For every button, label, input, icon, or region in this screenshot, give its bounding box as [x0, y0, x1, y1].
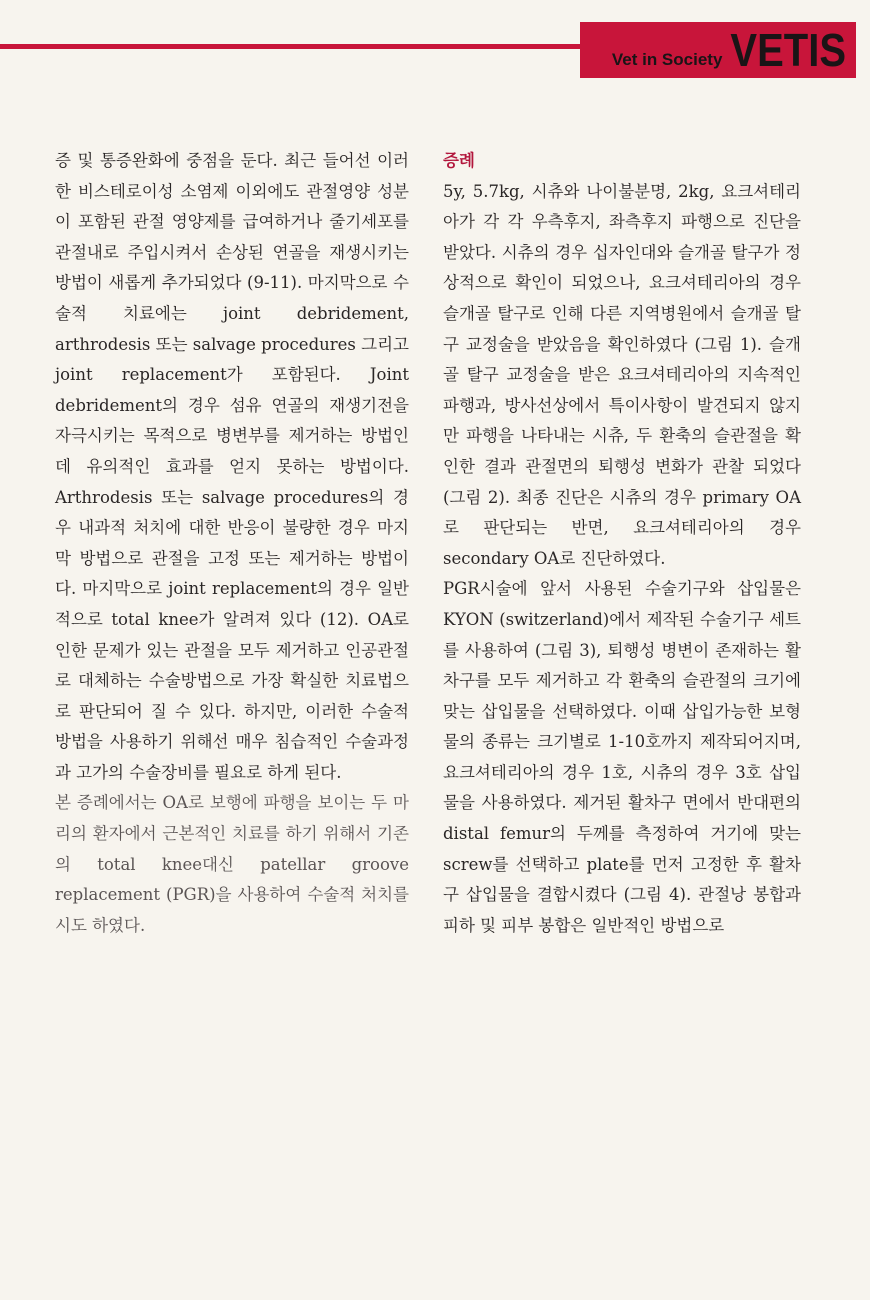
paragraph: PGR시술에 앞서 사용된 수술기구와 삽입물은 KYON (switzerland)에서 제작된 수술기구 세트를 사용하여 (그림 3), 퇴행성 병변이 존재하는 활차구를 모두 제거하고 각 환축의 슬관절의 크기에 맞는 삽입물을 선택하였다. 이때 삽입가능한 보형물의 종류는 크기별로 1-10호까지 제작되어지며, 요크셔테리아의 경우 1호, 시츄의 경우 3호 삽입물을 사용하였다. 제거된 활차구 면에서 반대편의 distal femur의 두께를 측정하여 거기에 맞는 screw를 선택하고 plate를 먼저 고정한 후 활차구 삽입물을 결합시켰다 (그림 4). 관절낭 봉합과 피하 및 피부 봉합은 일반적인 방법으로: [443, 579, 801, 935]
section-heading: 증례: [443, 151, 475, 170]
right-column: [443, 146, 801, 941]
paragraph: 5y, 5.7kg, 시츄와 나이불분명, 2kg, 요크셔테리아가 각 각 우측후지, 좌측후지 파행으로 진단을 받았다. 시츄의 경우 십자인대와 슬개골 탈구가 정상적으로 확인이 되었으나, 요크셔테리아의 경우 슬개골 탈구로 인해 다른 지역병원에서 슬개골 탈구 교정술을 받았음을 확인하였다 (그림 1). 슬개골 탈구 교정술을 받은 요크셔테리아의 지속적인 파행과, 방사선상에서 특이사항이 발견되지 않지만 파행을 나타내는 시츄, 두 환축의 슬관절을 확인한 결과 관절면의 퇴행성 변화가 관찰 되었다 (그림 2). 최종 진단은 시츄의 경우 primary OA로 판단되는 반면, 요크셔테리아의 경우 secondary OA로 진단하였다.: [443, 181, 801, 568]
header-subtitle: Vet in Society: [611, 50, 723, 69]
left-column: [55, 146, 409, 941]
header-logo: VETIS: [730, 25, 846, 77]
paragraph: 증 및 통증완화에 중점을 둔다. 최근 들어선 이러한 비스테로이성 소염제 이외에도 관절영양 성분이 포함된 관절 영양제를 급여하거나 줄기세포를 관절내로 주입시켜서 손상된 연골을 재생시키는 방법이 새롭게 추가되었다 (9-11). 마지막으로 수술적 치료에는 joint debridement, arthrodesis 또는 salvage procedures 그리고 joint replacement가 포함된다. Joint debridement의 경우 섬유 연골의 재생기전을 자극시키는 목적으로 병변부를 제거하는 방법인데 유의적인 효과를 얻지 못하는 방법이다. Arthrodesis 또는 salvage procedures의 경우 내과적 처치에 대한 반응이 불량한 경우 마지막 방법으로 관절을 고정 또는 제거하는 방법이다. 마지막으로 joint replacement의 경우 일반적으로 total knee가 알려져 있다 (12). OA로 인한 문제가 있는 관절을 모두 제거하고 인공관절로 대체하는 수술방법으로 가장 확실한 치료법으로 판단되어 질 수 있다. 하지만, 이러한 수술적 방법을 사용하기 위해선 매우 침습적인 수술과정과 고가의 수술장비를 필요로 하게 된다.: [55, 151, 409, 782]
header-rule: [0, 44, 585, 49]
paragraph: 본 증례에서는 OA로 보행에 파행을 보이는 두 마리의 환자에서 근본적인 치료를 하기 위해서 기존의 total knee대신 patellar groove replacement (PGR)을 사용하여 수술적 처치를 시도 하였다.: [55, 793, 409, 935]
header-banner: [580, 22, 856, 78]
